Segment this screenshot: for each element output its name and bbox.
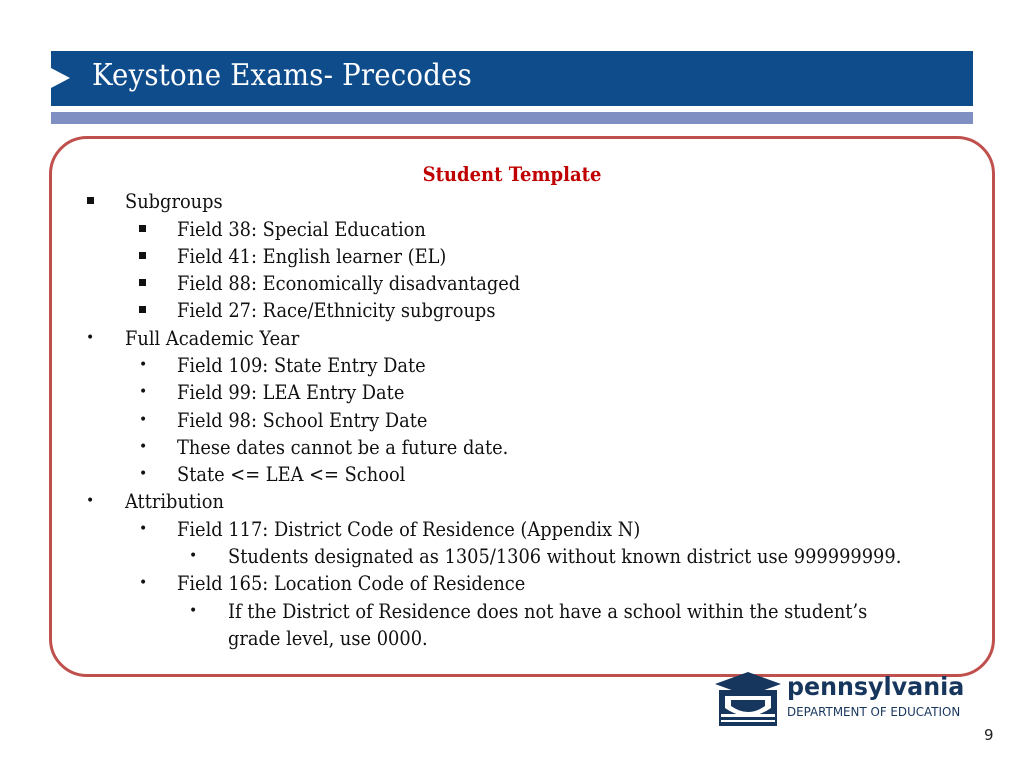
list-item: Field 41: English learner (EL) [177, 244, 447, 268]
page-title: Keystone Exams- Precodes [92, 58, 472, 93]
square-bullet-icon [139, 306, 146, 313]
dot-bullet-icon: • [139, 357, 148, 373]
logo-subtitle: DEPARTMENT OF EDUCATION [787, 704, 961, 719]
list-item: Field 38: Special Education [177, 217, 426, 241]
page-number: 9 [984, 726, 994, 744]
list-item: Students designated as 1305/1306 without known district use 999999999. [228, 544, 902, 568]
list-item: Field 109: State Entry Date [177, 353, 426, 377]
list-item: If the District of Residence does not have a school within the student’s [228, 599, 868, 623]
list-item: State <= LEA <= School [177, 462, 406, 486]
list-item: These dates cannot be a future date. [177, 435, 509, 459]
list-item: Full Academic Year [125, 326, 300, 350]
dot-bullet-icon: • [139, 521, 148, 537]
pa-department-of-education-logo [715, 670, 980, 728]
square-bullet-icon [87, 197, 94, 204]
logo-wordmark: pennsylvania [787, 672, 965, 701]
square-bullet-icon [139, 252, 146, 259]
list-item: Field 165: Location Code of Residence [177, 571, 526, 595]
list-item: Field 117: District Code of Residence (Appendix N) [177, 517, 641, 541]
dot-bullet-icon: • [139, 412, 148, 428]
dot-bullet-icon: • [189, 548, 198, 564]
list-item: Subgroups [125, 189, 223, 213]
title-stripe [51, 112, 973, 124]
list-item: Attribution [125, 489, 224, 513]
dot-bullet-icon: • [86, 330, 95, 346]
list-item: Field 99: LEA Entry Date [177, 380, 405, 404]
square-bullet-icon [139, 279, 146, 286]
square-bullet-icon [139, 225, 146, 232]
content-heading: Student Template [422, 162, 602, 186]
dot-bullet-icon: • [139, 466, 148, 482]
list-item: Field 88: Economically disadvantaged [177, 271, 521, 295]
title-arrow-icon [51, 68, 70, 88]
dot-bullet-icon: • [86, 493, 95, 509]
list-item: Field 27: Race/Ethnicity subgroups [177, 298, 496, 322]
schoolhouse-graduation-cap-icon [715, 670, 781, 728]
dot-bullet-icon: • [139, 439, 148, 455]
dot-bullet-icon: • [139, 384, 148, 400]
dot-bullet-icon: • [189, 603, 198, 619]
list-item: Field 98: School Entry Date [177, 408, 428, 432]
list-item-continuation: grade level, use 0000. [228, 626, 428, 650]
dot-bullet-icon: • [139, 575, 148, 591]
